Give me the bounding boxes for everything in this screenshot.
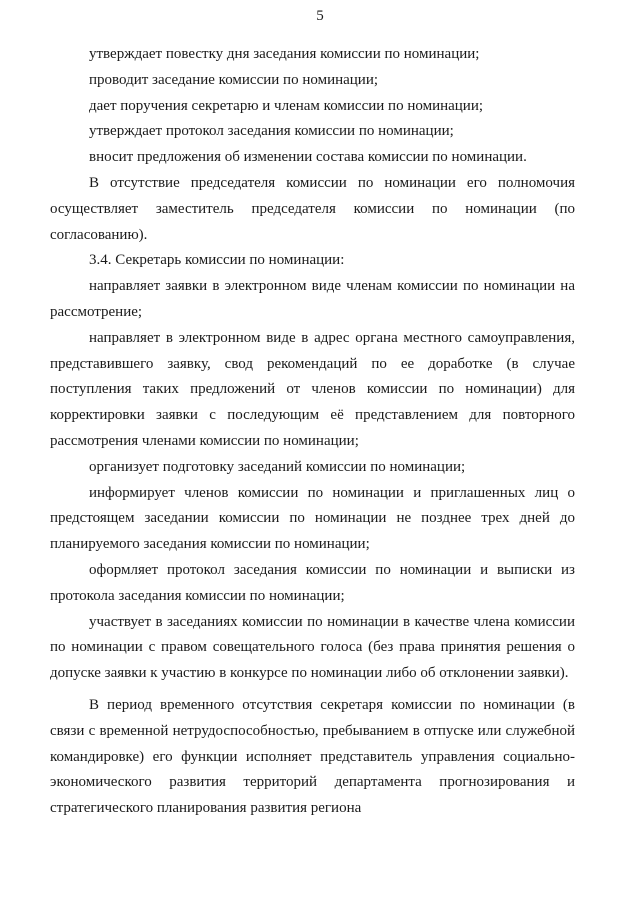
- section-heading-secretary: 3.4. Секретарь комиссии по номинации:: [89, 252, 345, 269]
- paragraph-propose-changes: вносит предложения об изменении состава комиссии по номинации.: [89, 149, 527, 166]
- paragraph-send-recommendations: направляет в электронном виде в адрес органа местного самоуправления, представившего заявку, свод рекомендаций по ее доработке (в случае поступления таких предложений от членов комиссии по номинации) для корректировки заявки с последующим её представлением для повторного рассмотрения членами комиссии по номинации;: [50, 329, 575, 449]
- paragraph-approve-protocol: утверждает протокол заседания комиссии по номинации;: [89, 123, 454, 140]
- page-number: 5: [316, 8, 324, 24]
- document-body: [50, 42, 575, 822]
- paragraph-approve-agenda: утверждает повестку дня заседания комиссии по номинации;: [89, 46, 480, 62]
- paragraph-participate-meetings: участвует в заседаниях комиссии по номинации в качестве члена комиссии по номинации с правом совещательного голоса (без права принятия решения о допуске заявки к участию в конкурсе по номинации либо об отклонении заявки).: [50, 613, 575, 682]
- paragraph-secretary-absence: В период временного отсутствия секретаря комиссии по номинации (в связи с временной нетрудоспособностью, пребыванием в отпуске или служебной командировке) его функции исполняет представитель управления социально-экономического развития территорий департамента прогнозирования и стратегического планирования развития региона: [50, 696, 575, 817]
- paragraph-conduct-meeting: проводит заседание комиссии по номинации;: [89, 71, 379, 88]
- paragraph-organize-meetings: организует подготовку заседаний комиссии по номинации;: [89, 458, 466, 475]
- paragraph-inform-members: информирует членов комиссии по номинации и приглашенных лиц о предстоящем заседании комиссии по номинации не позднее трех дней до планируемого заседания комиссии по номинации;: [50, 484, 575, 553]
- paragraph-send-applications: направляет заявки в электронном виде членам комиссии по номинации на рассмотрение;: [50, 278, 575, 320]
- paragraph-chair-absence: В отсутствие председателя комиссии по номинации его полномочия осуществляет заместитель председателя комиссии по номинации (по согласованию).: [50, 174, 575, 243]
- paragraph-give-instructions: дает поручения секретарю и членам комиссии по номинации;: [89, 97, 484, 114]
- paragraph-prepare-protocol: оформляет протокол заседания комиссии по номинации и выписки из протокола заседания комиссии по номинации;: [50, 561, 575, 604]
